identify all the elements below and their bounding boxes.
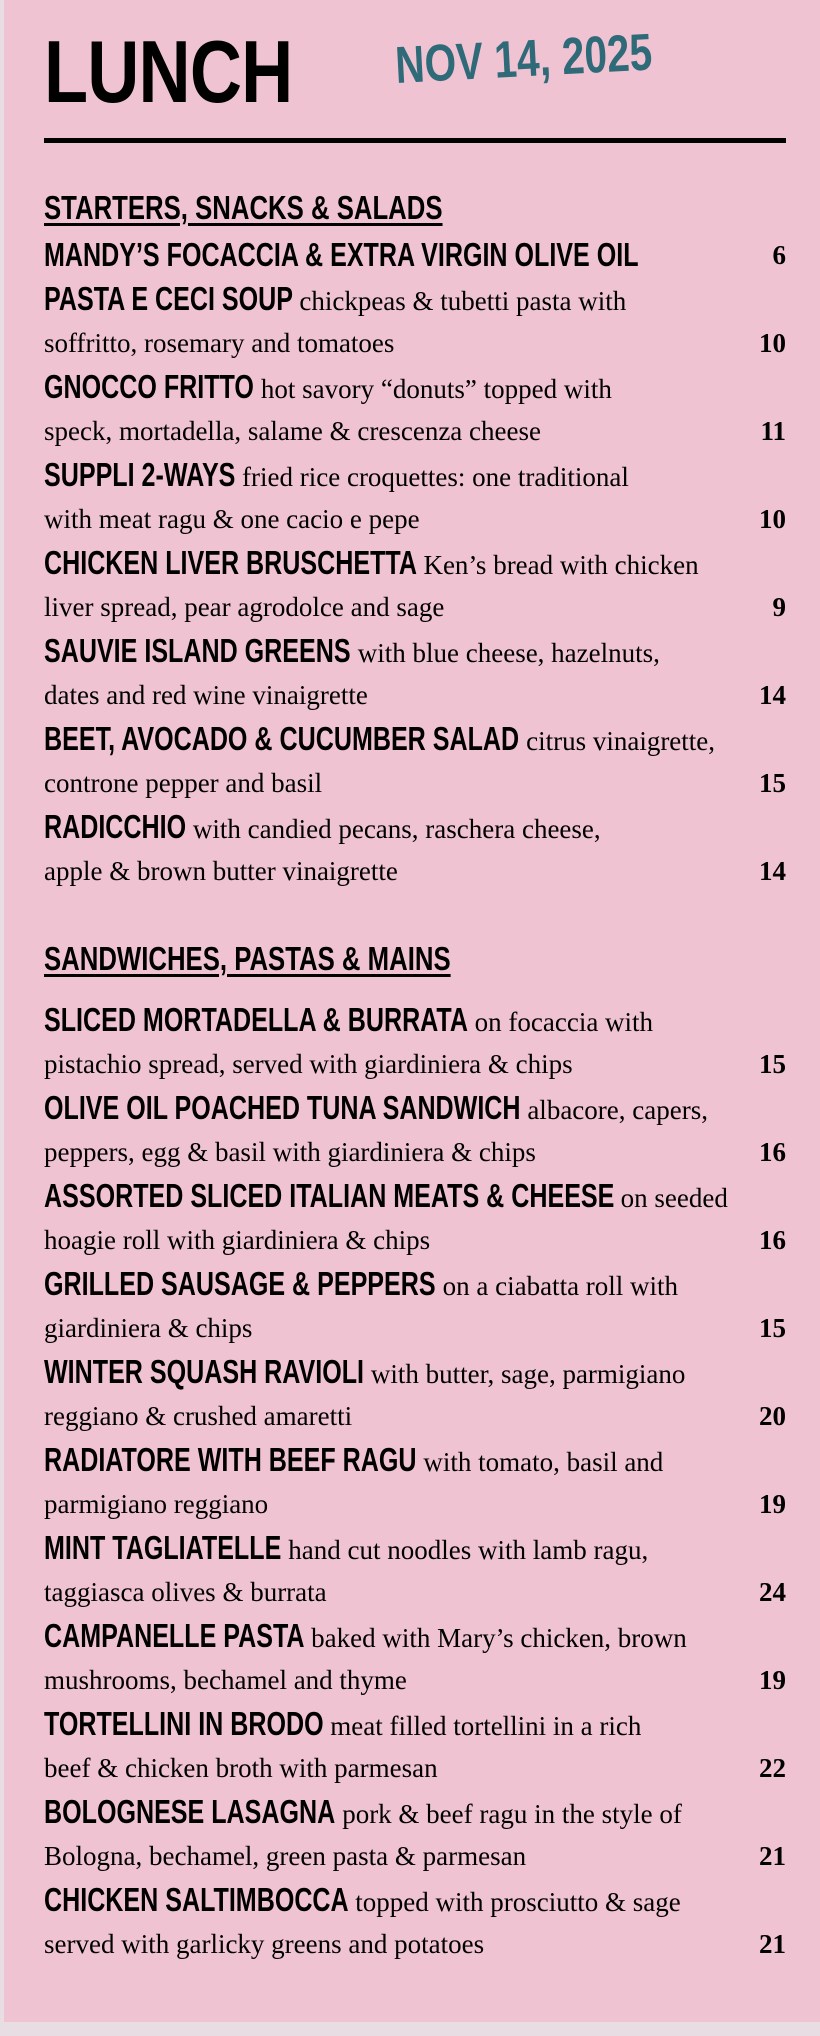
menu-item [44, 717, 788, 805]
menu-item-price: 16 [759, 1225, 786, 1255]
menu-item-price: 14 [759, 680, 786, 710]
menu-item-line [44, 277, 788, 321]
menu-item-line [44, 761, 788, 805]
menu-item-line [44, 233, 788, 277]
menu-item-price: 9 [772, 592, 786, 622]
menu-item-description: soffritto, rosemary and tomatoes [44, 328, 395, 358]
menu-item [44, 1878, 788, 1966]
menu-item-line [44, 497, 788, 541]
menu-item-name: GNOCCO FRITTO [44, 368, 254, 405]
menu-item [44, 629, 788, 717]
menu-item-line [44, 717, 788, 761]
section-items [44, 998, 788, 1966]
menu-item-description: controne pepper and basil [44, 768, 323, 798]
menu-item [44, 453, 788, 541]
section-heading: SANDWICHES, PASTAS & MAINS [44, 940, 451, 977]
menu-item-description: Ken’s bread with chicken [416, 550, 699, 580]
menu-item-line [44, 1922, 788, 1966]
menu-item-name: MANDY’S FOCACCIA & EXTRA VIRGIN OLIVE OIL [44, 236, 639, 273]
menu-item-name: PASTA E CECI SOUP [44, 280, 293, 317]
menu-item-description: reggiano & crushed amaretti [44, 1401, 353, 1431]
menu-item-name: MINT TAGLIATELLE [44, 1529, 282, 1566]
section-starters [44, 183, 788, 893]
menu-item-price: 10 [759, 328, 786, 358]
menu-item-price: 14 [759, 856, 786, 886]
menu-item-description: served with garlicky greens and potatoes [44, 1929, 485, 1959]
menu-item-name: SAUVIE ISLAND GREENS [44, 632, 351, 669]
menu-item [44, 541, 788, 629]
menu-item-line [44, 805, 788, 849]
menu-item [44, 365, 788, 453]
menu-item [44, 1086, 788, 1174]
menu-item-line [44, 1394, 788, 1438]
menu-item-price: 15 [759, 768, 786, 798]
menu-item-price: 24 [759, 1577, 786, 1607]
menu-item [44, 1526, 788, 1614]
menu-item-price: 11 [760, 416, 786, 446]
menu-item-line [44, 541, 788, 585]
menu-item-line [44, 1130, 788, 1174]
menu-item-description: hot savory “donuts” topped with [254, 374, 612, 404]
section-heading: STARTERS, SNACKS & SALADS [44, 189, 443, 226]
menu-item-name: BOLOGNESE LASAGNA [44, 1793, 336, 1830]
menu-item [44, 1262, 788, 1350]
menu-item [44, 233, 788, 277]
menu-item-description: peppers, egg & basil with giardiniera & chips [44, 1137, 536, 1167]
menu-item-description: parmigiano reggiano [44, 1489, 269, 1519]
menu-item-price: 10 [759, 504, 786, 534]
menu-item-description: fried rice croquettes: one traditional [235, 462, 629, 492]
menu-item-description: hoagie roll with giardiniera & chips [44, 1225, 431, 1255]
menu-item-description: with butter, sage, parmigiano [364, 1359, 686, 1389]
menu-item-line [44, 1482, 788, 1526]
menu-item-description: citrus vinaigrette, [519, 726, 716, 756]
menu-sheet [4, 0, 820, 2022]
menu-item-line [44, 1042, 788, 1086]
menu-item-description: on focaccia with [467, 1007, 654, 1037]
menu-item-line [44, 1262, 788, 1306]
menu-item-name: WINTER SQUASH RAVIOLI [44, 1353, 365, 1390]
menu-item-description: on a ciabatta roll with [435, 1271, 679, 1301]
menu-item-description: with candied pecans, raschera cheese, [186, 814, 601, 844]
header-divider [44, 138, 786, 143]
menu-item [44, 1174, 788, 1262]
menu-item-name: CHICKEN LIVER BRUSCHETTA [44, 544, 417, 581]
menu-item-description: Bologna, bechamel, green pasta & parmesan [44, 1841, 527, 1871]
menu-item-line [44, 1526, 788, 1570]
menu-item-line [44, 585, 788, 629]
menu-item-description: with tomato, basil and [416, 1447, 664, 1477]
menu-item-line [44, 1702, 788, 1746]
menu-item [44, 277, 788, 365]
menu-item-price: 6 [772, 240, 786, 270]
menu-item-line [44, 1878, 788, 1922]
menu-item-line [44, 1350, 788, 1394]
menu-item-line [44, 409, 788, 453]
menu-item-description: pistachio spread, served with giardiniera & chips [44, 1049, 573, 1079]
menu-item-line [44, 1614, 788, 1658]
menu-item-name: OLIVE OIL POACHED TUNA SANDWICH [44, 1089, 521, 1126]
menu-item-line [44, 1790, 788, 1834]
menu-item-price: 21 [759, 1841, 786, 1871]
menu-item-name: ASSORTED SLICED ITALIAN MEATS & CHEESE [44, 1177, 615, 1214]
menu-item-description: albacore, capers, [520, 1095, 708, 1125]
menu-item-line [44, 673, 788, 717]
menu-item-name: TORTELLINI IN BRODO [44, 1705, 324, 1742]
menu-item-description: giardiniera & chips [44, 1313, 253, 1343]
menu-item [44, 1438, 788, 1526]
menu-item-line [44, 1658, 788, 1702]
menu-item-description: with blue cheese, hazelnuts, [351, 638, 660, 668]
menu-item-description: with meat ragu & one cacio e pepe [44, 504, 420, 534]
menu-item-name: RADICCHIO [44, 808, 187, 845]
menu-item-description: pork & beef ragu in the style of [335, 1799, 682, 1829]
menu-item [44, 1614, 788, 1702]
menu-item-line [44, 365, 788, 409]
menu-item-description: speck, mortadella, salame & crescenza cheese [44, 416, 541, 446]
menu-item-line [44, 849, 788, 893]
menu-item-price: 20 [759, 1401, 786, 1431]
menu-item [44, 805, 788, 893]
menu-item-description: hand cut noodles with lamb ragu, [281, 1535, 649, 1565]
menu-item-name: CAMPANELLE PASTA [44, 1617, 305, 1654]
menu-item-price: 15 [759, 1049, 786, 1079]
menu-item-description: apple & brown butter vinaigrette [44, 856, 398, 886]
menu-item-description: chickpeas & tubetti pasta with [292, 286, 627, 316]
menu-item [44, 1790, 788, 1878]
menu-item-name: SUPPLI 2-WAYS [44, 456, 236, 493]
menu-item-description: taggiasca olives & burrata [44, 1577, 327, 1607]
menu-item-line [44, 321, 788, 365]
menu-item-line [44, 629, 788, 673]
menu-item-price: 16 [759, 1137, 786, 1167]
menu-item-line [44, 1306, 788, 1350]
menu-item-price: 19 [759, 1665, 786, 1695]
menu-item-description: topped with prosciutto & sage [348, 1887, 681, 1917]
menu-item [44, 1350, 788, 1438]
menu-item-line [44, 1086, 788, 1130]
menu-item-line [44, 1834, 788, 1878]
menu-item-description: dates and red wine vinaigrette [44, 680, 368, 710]
menu-item-line [44, 1174, 788, 1218]
menu-item-line [44, 998, 788, 1042]
menu-item-line [44, 1570, 788, 1614]
menu-item-description: on seeded [613, 1183, 728, 1213]
menu-item-name: CHICKEN SALTIMBOCCA [44, 1881, 349, 1918]
menu-item-name: GRILLED SAUSAGE & PEPPERS [44, 1265, 436, 1302]
menu-date: NOV 14, 2025 [393, 23, 654, 95]
menu-item [44, 998, 788, 1086]
menu-item [44, 1702, 788, 1790]
menu-item-price: 22 [759, 1753, 786, 1783]
menu-item-price: 21 [759, 1929, 786, 1959]
menu-item-name: RADIATORE WITH BEEF RAGU [44, 1441, 417, 1478]
menu-item-description: liver spread, pear agrodolce and sage [44, 592, 445, 622]
section-items [44, 233, 788, 893]
menu-item-price: 19 [759, 1489, 786, 1519]
menu-item-description: baked with Mary’s chicken, brown [304, 1623, 687, 1653]
menu-item-name: SLICED MORTADELLA & BURRATA [44, 1001, 468, 1038]
menu-item-description: mushrooms, bechamel and thyme [44, 1665, 407, 1695]
menu-item-line [44, 453, 788, 497]
section-mains [44, 934, 788, 1966]
menu-item-line [44, 1746, 788, 1790]
menu-item-price: 15 [759, 1313, 786, 1343]
menu-item-description: beef & chicken broth with parmesan [44, 1753, 438, 1783]
menu-item-line [44, 1438, 788, 1482]
menu-item-name: BEET, AVOCADO & CUCUMBER SALAD [44, 720, 520, 757]
menu-title: LUNCH [44, 22, 293, 121]
menu-item-description: meat filled tortellini in a rich [323, 1711, 642, 1741]
menu-item-line [44, 1218, 788, 1262]
